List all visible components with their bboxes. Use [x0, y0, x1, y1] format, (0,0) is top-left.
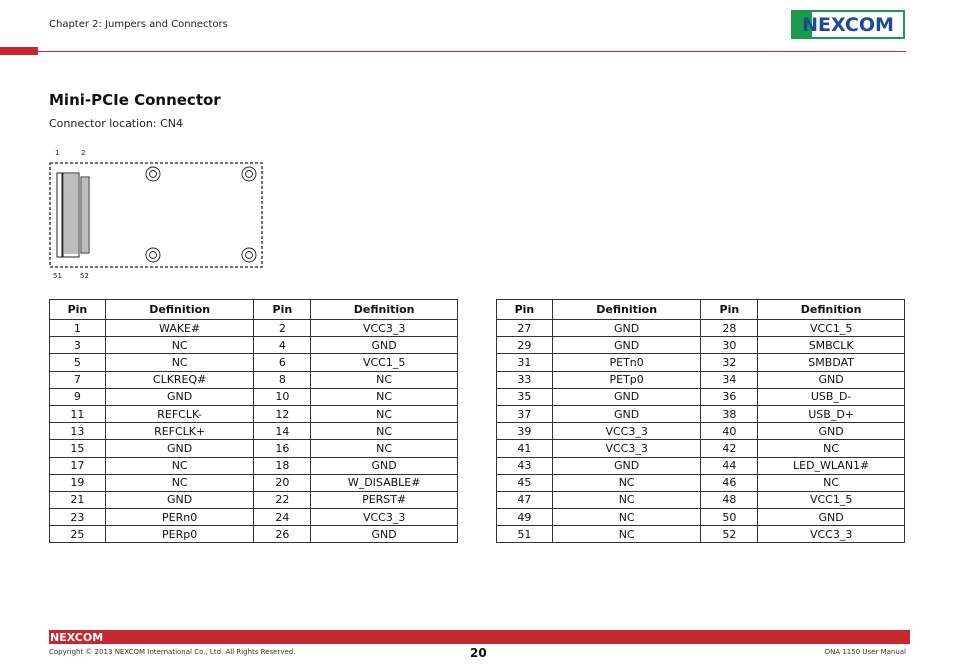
pin-definition-cell: SMBDAT	[758, 354, 905, 371]
nexcom-logo	[791, 10, 905, 39]
pin-definition-cell: NC	[552, 526, 701, 543]
table-header-row	[50, 300, 458, 320]
pin-number-cell: 30	[701, 337, 758, 354]
pin-number-cell: 27	[497, 320, 553, 337]
pin-definition-cell: NC	[105, 337, 254, 354]
pin-number-cell: 33	[497, 371, 553, 388]
pin-number-cell: 35	[497, 388, 553, 405]
pin-number-cell: 48	[701, 491, 758, 508]
pin-number-cell: 40	[701, 423, 758, 440]
pin-definition-cell: VCC1_5	[758, 491, 905, 508]
header-accent-block	[0, 47, 38, 55]
pin-definition-cell: USB_D-	[758, 388, 905, 405]
pin-number-cell: 14	[254, 423, 311, 440]
pin-definition-cell: GND	[311, 457, 458, 474]
pin-definition-cell: NC	[105, 474, 254, 491]
pin-number-cell: 10	[254, 388, 311, 405]
pin-definition-cell: PETn0	[552, 354, 701, 371]
pin-number-cell: 6	[254, 354, 311, 371]
pin-definition-cell: GND	[552, 388, 701, 405]
pin-definition-cell: VCC3_3	[311, 320, 458, 337]
pin-definition-cell: PERST#	[311, 491, 458, 508]
header-pin: Pin	[254, 300, 311, 320]
pin-definition-cell: PETp0	[552, 371, 701, 388]
pin-number-cell: 21	[50, 491, 106, 508]
header-definition: Definition	[758, 300, 905, 320]
pin-definition-cell: NC	[105, 354, 254, 371]
pin-number-cell: 13	[50, 423, 106, 440]
pin-label-52: 52	[80, 272, 89, 280]
header-definition: Definition	[105, 300, 254, 320]
header-definition: Definition	[552, 300, 701, 320]
pin-number-cell: 18	[254, 457, 311, 474]
pin-label-51: 51	[53, 272, 62, 280]
table-row	[50, 388, 458, 405]
table-row	[497, 457, 905, 474]
pin-number-cell: 23	[50, 509, 106, 526]
pin-number-cell: 39	[497, 423, 553, 440]
logo-text: NEXCOM	[802, 13, 894, 36]
pin-definition-cell: GND	[311, 337, 458, 354]
pin-definition-cell: VCC1_5	[311, 354, 458, 371]
pin-number-cell: 45	[497, 474, 553, 491]
table-row	[497, 388, 905, 405]
pin-number-cell: 26	[254, 526, 311, 543]
pin-label-1: 1	[55, 149, 60, 157]
pin-definition-cell: NC	[758, 440, 905, 457]
pin-table-right	[496, 299, 905, 543]
pin-number-cell: 28	[701, 320, 758, 337]
table-row	[497, 491, 905, 508]
pin-definition-cell: GND	[758, 423, 905, 440]
pin-number-cell: 36	[701, 388, 758, 405]
pin-definition-cell: GND	[105, 491, 254, 508]
pin-number-cell: 42	[701, 440, 758, 457]
pin-number-cell: 19	[50, 474, 106, 491]
table-row	[50, 320, 458, 337]
table-row	[50, 440, 458, 457]
pin-definition-cell: WAKE#	[105, 320, 254, 337]
pin-definition-cell: NC	[758, 474, 905, 491]
pin-definition-cell: GND	[758, 371, 905, 388]
table-row	[50, 474, 458, 491]
pin-definition-cell: VCC3_3	[552, 440, 701, 457]
pin-definition-cell: NC	[311, 371, 458, 388]
header-pin: Pin	[701, 300, 758, 320]
table-row	[497, 526, 905, 543]
footer-logo: NEXCOM	[50, 630, 104, 644]
copyright-text: Copyright © 2013 NEXCOM International Co., Ltd. All Rights Reserved.	[49, 648, 296, 656]
pin-definition-cell: VCC1_5	[758, 320, 905, 337]
pin-number-cell: 50	[701, 509, 758, 526]
connector-location: Connector location: CN4	[49, 117, 183, 130]
pin-definition-cell: LED_WLAN1#	[758, 457, 905, 474]
pin-number-cell: 4	[254, 337, 311, 354]
pin-definition-cell: NC	[552, 491, 701, 508]
pin-definition-cell: REFCLK+	[105, 423, 254, 440]
pin-number-cell: 3	[50, 337, 106, 354]
table-row	[497, 354, 905, 371]
table-row	[497, 405, 905, 422]
pin-number-cell: 17	[50, 457, 106, 474]
pin-number-cell: 41	[497, 440, 553, 457]
table-row	[497, 320, 905, 337]
pin-definition-cell: GND	[311, 526, 458, 543]
footer-square	[899, 637, 906, 644]
pin-definition-cell: GND	[552, 457, 701, 474]
pin-number-cell: 9	[50, 388, 106, 405]
pin-number-cell: 29	[497, 337, 553, 354]
pin-definition-cell: VCC3_3	[552, 423, 701, 440]
pin-number-cell: 38	[701, 405, 758, 422]
pin-number-cell: 32	[701, 354, 758, 371]
pin-number-cell: 11	[50, 405, 106, 422]
pin-number-cell: 47	[497, 491, 553, 508]
pin-number-cell: 52	[701, 526, 758, 543]
pin-definition-cell: NC	[552, 474, 701, 491]
pin-number-cell: 22	[254, 491, 311, 508]
table-row	[497, 423, 905, 440]
pin-number-cell: 7	[50, 371, 106, 388]
pin-number-cell: 34	[701, 371, 758, 388]
pin-number-cell: 8	[254, 371, 311, 388]
pin-definition-cell: NC	[311, 388, 458, 405]
pin-definition-cell: GND	[758, 509, 905, 526]
header-pin: Pin	[50, 300, 106, 320]
pin-definition-cell: GND	[105, 388, 254, 405]
table-header-row	[497, 300, 905, 320]
pin-definition-cell: GND	[105, 440, 254, 457]
pin-number-cell: 2	[254, 320, 311, 337]
pin-number-cell: 31	[497, 354, 553, 371]
table-row	[497, 371, 905, 388]
pin-definition-cell: W_DISABLE#	[311, 474, 458, 491]
pin-definition-cell: USB_D+	[758, 405, 905, 422]
pin-definition-cell: GND	[552, 320, 701, 337]
pin-number-cell: 46	[701, 474, 758, 491]
footer-square	[891, 630, 897, 636]
pin-label-2: 2	[81, 149, 86, 157]
pin-definition-cell: PERn0	[105, 509, 254, 526]
pin-definition-cell: NC	[311, 440, 458, 457]
pin-number-cell: 15	[50, 440, 106, 457]
table-row	[497, 474, 905, 491]
table-row	[50, 457, 458, 474]
pin-number-cell: 1	[50, 320, 106, 337]
pin-number-cell: 25	[50, 526, 106, 543]
section-title: Mini-PCIe Connector	[49, 91, 221, 109]
table-row	[497, 509, 905, 526]
pin-number-cell: 43	[497, 457, 553, 474]
pin-number-cell: 20	[254, 474, 311, 491]
pin-table-left	[49, 299, 458, 543]
header-pin: Pin	[497, 300, 553, 320]
table-row	[50, 491, 458, 508]
pin-definition-cell: NC	[311, 423, 458, 440]
table-row	[50, 354, 458, 371]
pin-definition-cell: NC	[105, 457, 254, 474]
pin-definition-cell: VCC3_3	[758, 526, 905, 543]
pin-definition-cell: REFCLK-	[105, 405, 254, 422]
pin-number-cell: 5	[50, 354, 106, 371]
table-row	[50, 423, 458, 440]
header-definition: Definition	[311, 300, 458, 320]
connector-diagram	[46, 147, 266, 282]
pin-number-cell: 51	[497, 526, 553, 543]
table-row	[497, 440, 905, 457]
pin-definition-cell: CLKREQ#	[105, 371, 254, 388]
pin-number-cell: 16	[254, 440, 311, 457]
manual-title: DNA 1150 User Manual	[824, 648, 906, 656]
page-number: 20	[470, 646, 487, 660]
pin-definition-cell: GND	[552, 337, 701, 354]
header-rule	[38, 51, 906, 52]
pin-definition-cell: PERp0	[105, 526, 254, 543]
pin-definition-cell: SMBCLK	[758, 337, 905, 354]
table-row	[497, 337, 905, 354]
pin-definition-cell: NC	[311, 405, 458, 422]
table-row	[50, 371, 458, 388]
table-row	[50, 509, 458, 526]
table-row	[50, 405, 458, 422]
pin-number-cell: 37	[497, 405, 553, 422]
pin-definition-cell: NC	[552, 509, 701, 526]
chapter-title: Chapter 2: Jumpers and Connectors	[49, 19, 228, 30]
pin-definition-cell: GND	[552, 405, 701, 422]
pin-number-cell: 44	[701, 457, 758, 474]
pin-number-cell: 12	[254, 405, 311, 422]
footer-bar	[49, 630, 910, 644]
connector-drawing	[46, 157, 266, 282]
table-row	[50, 337, 458, 354]
pin-definition-cell: VCC3_3	[311, 509, 458, 526]
pin-number-cell: 24	[254, 509, 311, 526]
table-row	[50, 526, 458, 543]
pin-number-cell: 49	[497, 509, 553, 526]
